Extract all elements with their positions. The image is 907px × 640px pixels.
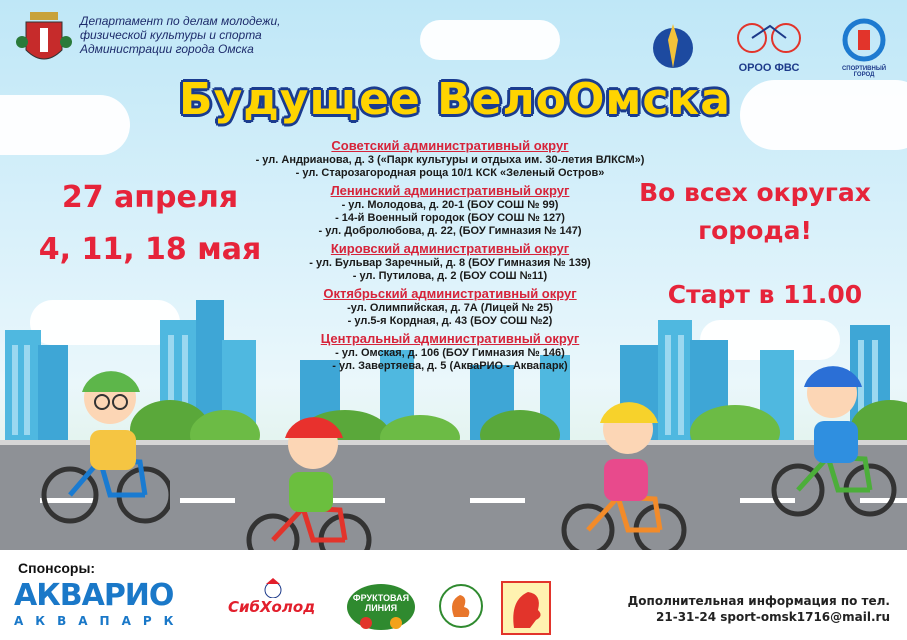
cloud	[0, 95, 130, 155]
district-address: - ул. Омская, д. 106 (БОУ Гимназия № 146)	[335, 347, 565, 359]
district-address: - ул. Молодова, д. 20-1 (БОУ СОШ № 99)	[341, 199, 559, 211]
girl-cyclist-illustration	[560, 385, 690, 560]
district-name: Октябрьский административный округ	[323, 286, 577, 301]
boy-cyclist-illustration	[245, 400, 375, 570]
district-address: - ул. Путилова, д. 2 (БОУ СОШ №11)	[352, 270, 548, 282]
district-block	[230, 286, 670, 328]
district-block	[230, 331, 670, 373]
district-list	[230, 138, 670, 376]
district-name: Ленинский административный округ	[330, 183, 570, 198]
akvario-name: АКВАРИО	[14, 578, 174, 613]
cloud	[420, 20, 560, 60]
all-districts-line: города!	[698, 216, 812, 245]
contact-phone-email: 21-31-24 sport-omsk1716@mail.ru	[656, 610, 890, 624]
district-block	[230, 183, 670, 238]
start-time: Старт в 11.00	[667, 280, 863, 309]
torch-logo-icon	[650, 18, 696, 78]
akvario-subtitle: АКВАПАРК	[14, 614, 186, 628]
district-block	[230, 138, 670, 180]
fruit-line-name: ФРУКТОВАЯ ЛИНИЯ	[352, 593, 410, 613]
cycling-federation-logo-icon	[730, 16, 808, 60]
road-marking	[180, 498, 235, 503]
akvario-logo	[14, 578, 204, 634]
organizer-line: Администрации города Омска	[80, 42, 254, 56]
contact-line: Дополнительная информация по тел.	[627, 594, 890, 608]
district-address: - ул. Добролюбова, д. 22, (БОУ Гимназия № 147)	[318, 225, 582, 237]
district-address: -ул. Олимпийская, д. 7А (Лицей № 25)	[347, 302, 553, 314]
event-date-april: 27 апреля	[61, 180, 239, 215]
event-title: Будущее ВелоОмска	[179, 74, 731, 125]
sponsors-label: Спонсоры:	[18, 560, 96, 576]
squirrel-logo-icon	[438, 583, 484, 629]
sport-city-logo-icon	[838, 18, 890, 62]
cloud	[30, 300, 180, 345]
district-block	[230, 241, 670, 283]
district-name: Советский административный округ	[331, 138, 569, 153]
boy-cyclist-illustration	[770, 355, 900, 525]
sport-city-label: СПОРТИВНЫЙ ГОРОД	[841, 66, 887, 78]
omsk-crest-icon	[16, 10, 72, 72]
sport-city-logo	[838, 18, 890, 78]
cycling-federation-logo	[730, 16, 808, 74]
fruit-line-logo	[346, 583, 416, 631]
contact-info	[540, 593, 890, 625]
district-name: Кировский административный округ	[330, 241, 570, 256]
oroo-label: ОРОО ФВС	[738, 62, 800, 74]
organizer-line: Департамент по делам молодежи,	[80, 14, 281, 28]
road-marking	[470, 498, 525, 503]
sibholod-name: СибХолод	[228, 598, 316, 616]
all-districts-line: Во всех округах	[639, 178, 871, 207]
snowman-icon	[258, 578, 288, 598]
district-address: - ул.5-я Кордная, д. 43 (БОУ СОШ №2)	[347, 315, 553, 327]
district-address: - ул. Бульвар Заречный, д. 8 (БОУ Гимназия № 139)	[309, 257, 591, 269]
girl-cyclist-illustration	[40, 350, 170, 530]
district-address: - ул. Завертяева, д. 5 (АкваРИО - Аквапарк)	[332, 360, 568, 372]
organizer-name	[80, 14, 320, 56]
district-name: Центральный административный округ	[320, 331, 580, 346]
sibholod-logo	[228, 584, 328, 624]
district-address: - ул. Старозагородная роща 10/1 КСК «Зеленый Остров»	[295, 167, 605, 179]
district-address: - 14-й Военный городок (БОУ СОШ № 127)	[335, 212, 565, 224]
cloud	[740, 80, 907, 150]
organizer-line: физической культуры и спорта	[80, 28, 262, 42]
district-address: - ул. Андрианова, д. 3 («Парк культуры и отдыха им. 30-летия ВЛКСМ»)	[255, 154, 645, 166]
event-dates-may: 4, 11, 18 мая	[38, 232, 262, 267]
